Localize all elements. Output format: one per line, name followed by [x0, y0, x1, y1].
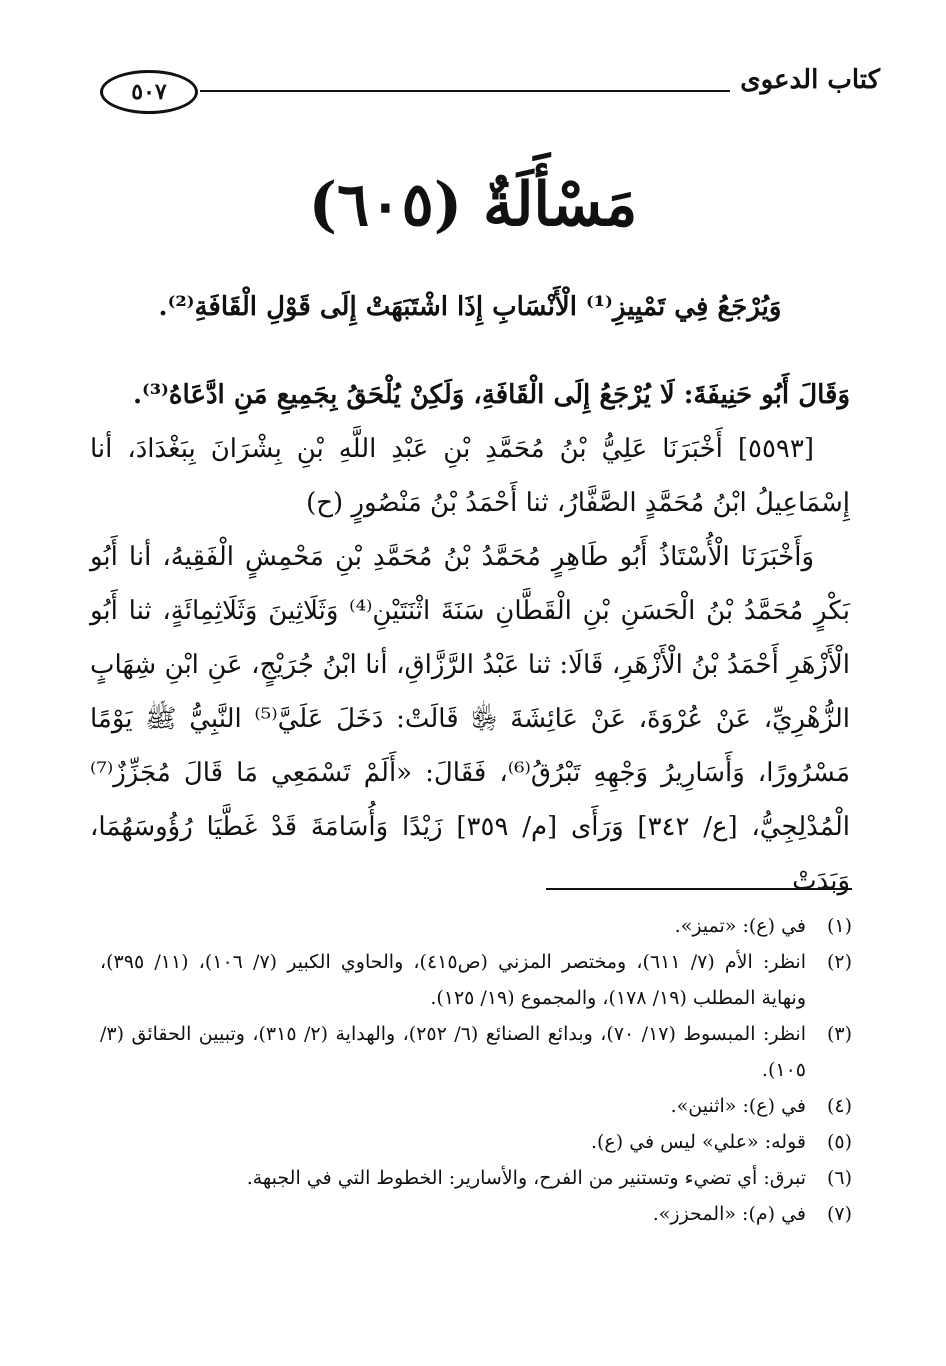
footnote-text: في (ع): «تميز».: [674, 915, 806, 937]
book-title: كتاب الدعوى: [740, 65, 880, 95]
footnote: [100, 1016, 852, 1088]
footnote-text: قوله: «علي» ليس في (ع).: [590, 1131, 806, 1153]
footnote: [100, 1124, 852, 1160]
page-number: ٥٠٧: [100, 70, 198, 114]
footnote: [100, 1196, 852, 1232]
narration-paragraph-2: وَأَخْبَرَنَا الْأُسْتَاذُ أَبُو طَاهِرٍ مُحَمَّدُ بْنُ مُحَمَّدِ بْنِ مَحْمِشٍ الْفَقِيهُ، أنا أَبُو بَكْرٍ مُحَمَّدُ بْنُ الْحَسَنِ بْنِ الْقَطَّانِ سَنَةَ اثْنَتَيْنِ⁽⁴⁾ وَثَلَاثِينَ وَثَلَاثِمِائَةٍ، ثنا أَبُو الْأَزْهَرِ أَحْمَدُ بْنُ الْأَزْهَرِ، قَالَا: ثنا عَبْدُ الرَّزَّاقِ، أنا ابْنُ جُرَيْجٍ، عَنِ ابْنِ شِهَابٍ الزُّهْرِيِّ، عَنْ عُرْوَةَ، عَنْ عَائِشَةَ ﵂ قَالَتْ: دَخَلَ عَلَيَّ⁽⁵⁾ النَّبِيُّ ﷺ يَوْمًا مَسْرُورًا، وَأَسَارِيرُ وَجْهِهِ تَبْرُقُ⁽⁶⁾، فَقَالَ: «أَلَمْ تَسْمَعِي مَا قَالَ مُجَزِّزٌ⁽⁷⁾ الْمُدْلِجِيُّ، [ع/ ٣٤٢] وَرَأَى [م/ ٣٥٩] زَيْدًا وَأُسَامَةَ قَدْ غَطَّيَا رُؤُوسَهُمَا، وَبَدَتْ: [90, 542, 851, 896]
footnote-number: (٤): [826, 1095, 852, 1117]
footnote-text: في (م): «المحزز».: [652, 1203, 806, 1225]
footnote: [100, 908, 852, 944]
footnote-number: (٢): [826, 951, 852, 973]
footnote-text: في (ع): «اثنين».: [670, 1095, 806, 1117]
footnote-number: (٦): [826, 1167, 852, 1189]
abu-hanifa-paragraph: وَقَالَ أَبُو حَنِيفَةَ: لَا يُرْجَعُ إِلَى الْقَافَةِ، وَلَكِنْ يُلْحَقُ بِجَمِيعِ مَنِ ادَّعَاهُ⁽³⁾.: [132, 380, 850, 410]
footnote-text: انظر: المبسوط (١٧/ ٧٠)، وبدائع الصنائع (٦/ ٢٥٢)، والهداية (٢/ ٣١٥)، وتبيين الحقائق (٣/ ١٠٥).: [100, 1023, 806, 1081]
page-header: [100, 60, 880, 120]
header-rule: [200, 90, 730, 92]
main-text: [90, 280, 850, 908]
narration-paragraph-1: [٥٥٩٣] أَخْبَرَنَا عَلِيُّ بْنُ مُحَمَّدِ بْنِ عَبْدِ اللَّهِ بْنِ بِشْرَانَ بِبَغْدَادَ، أنا إِسْمَاعِيلُ ابْنُ مُحَمَّدٍ الصَّفَّارُ، ثنا أَحْمَدُ بْنُ مَنْصُورٍ (ح): [90, 434, 850, 518]
footnote: [100, 944, 852, 1016]
footnote-text: تبرق: أي تضيء وتستنير من الفرح، والأسارير: الخطوط التي في الجبهة.: [246, 1167, 806, 1189]
footnote-number: (١): [826, 915, 852, 937]
footnote: [100, 1088, 852, 1124]
footnote-number: (٥): [826, 1131, 852, 1153]
footnotes: [100, 908, 852, 1232]
footnote: [100, 1160, 852, 1196]
footnote-text: انظر: الأم (٧/ ٦١١)، ومختصر المزني (ص٤١٥)، والحاوي الكبير (٧/ ١٠٦)، (١١/ ٣٩٥)، ونهاية المطلب (١٩/ ١٧٨)، والمجموع (١٩/ ١٢٥).: [100, 951, 806, 1009]
footnote-number: (٧): [826, 1203, 852, 1225]
footnote-number: (٣): [826, 1023, 852, 1045]
footnote-rule: [546, 888, 852, 890]
chapter-heading: مَسْأَلَةٌ (٦٠٥): [308, 170, 638, 240]
intro-paragraph: وَيُرْجَعُ فِي تَمْيِيزِ⁽¹⁾ الْأَنْسَابِ إِذَا اشْتَبَهَتْ إِلَى قَوْلِ الْقَافَةِ⁽²⁾.: [158, 292, 782, 322]
